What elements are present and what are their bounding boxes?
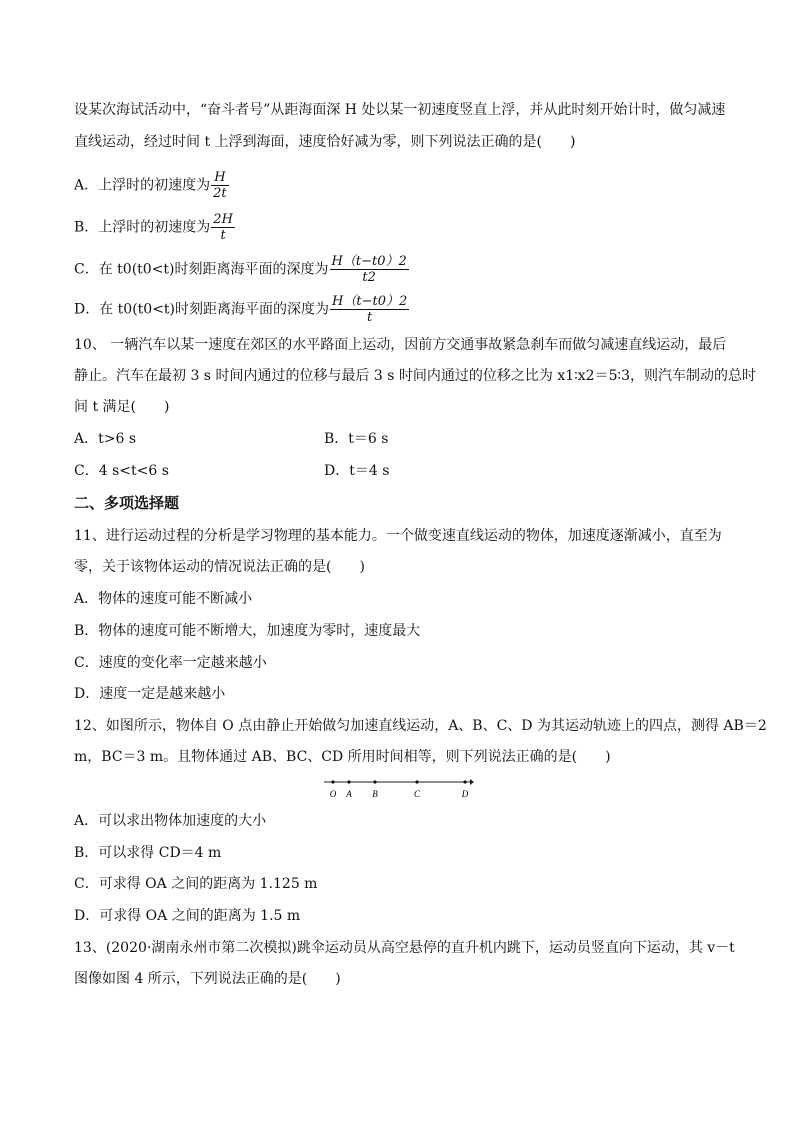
q9-option-a [74,170,230,201]
q13-stem-line2: 图像如图 4 所示，下列说法正确的是( ) [74,971,341,987]
q10-option-a: A．t>6 s [74,431,137,447]
point-o-marker [331,780,334,783]
q10-stem-line2: 静止。汽车在最初 3 s 时间内通过的位移与最后 3 s 时间内通过的位移之比为 x1∶x2＝5∶3，则汽车制动的总时 [74,368,757,384]
q12-option-b: B．可以求得 CD＝4 m [74,845,222,861]
fraction-denominator: t [220,228,226,243]
q12-option-c: C．可求得 OA 之间的距离为 1.125 m [74,876,318,892]
fraction-numerator: 2H [213,212,233,227]
q9-option-d [74,294,410,325]
q10-stem-line3: 间 t 满足( ) [74,399,170,415]
label-d: D [461,789,469,799]
q11-option-a: A．物体的速度可能不断减小 [74,591,253,607]
q9-option-d-text: D．在 t0(t0<t)时刻距离海平面的深度为 [74,301,330,318]
label-c: C [413,789,421,799]
section-heading-multiple-choice: 二、多项选择题 [74,494,180,512]
q9-option-b [74,212,236,243]
q9-option-c-text: C．在 t0(t0<t)时刻距离海平面的深度为 [74,261,329,278]
point-c-marker [415,780,418,783]
q9-option-d-fraction [330,294,409,325]
q9-stem-line2: 直线运动，经过时间 t 上浮到海面，速度恰好减为零，则下列说法正确的是( ) [74,134,576,150]
label-o: O [329,789,337,799]
q9-stem-line1: 设某次海试活动中，“奋斗者号”从距海面深 H 处以某一初速度竖直上浮，并从此时刻开始计时，做匀减速 [74,102,726,118]
q9-option-c [74,254,410,285]
label-b: B [372,789,378,799]
q9-option-c-fraction [330,254,409,285]
fraction-denominator: t2 [362,270,376,285]
point-a-marker [347,780,350,783]
arrow-head-icon [470,779,474,785]
q9-option-b-text: B．上浮时的初速度为 [74,219,211,236]
point-d-marker [463,780,466,783]
q10-option-b: B．t＝6 s [324,431,389,447]
fraction-denominator: t [367,310,373,325]
q11-option-d: D．速度一定是越来越小 [74,686,226,702]
fraction-numerator: H（t−t0）2 [332,294,408,309]
fraction-numerator: H [211,170,229,186]
q12-option-a: A．可以求出物体加速度的大小 [74,813,267,829]
q9-option-a-text: A．上浮时的初速度为 [74,177,211,194]
q12-stem-line1: 12、如图所示，物体自 O 点由静止开始做匀加速直线运动，A、B、C、D 为其运动轨迹上的四点，测得 AB＝2 [74,718,767,734]
q11-option-b: B．物体的速度可能不断增大，加速度为零时，速度最大 [74,623,421,639]
q11-stem-line1: 11、进行运动过程的分析是学习物理的基本能力。一个做变速直线运动的物体，加速度逐渐减小，直至为 [74,528,722,544]
q10-stem-line1: 10、 一辆汽车以某一速度在郊区的水平路面上运动，因前方交通事故紧急刹车而做匀减速直线运动，最后 [74,337,727,353]
q11-stem-line2: 零，关于该物体运动的情况说法正确的是( ) [74,559,365,575]
motion-track-diagram [322,774,474,800]
q9-option-a-fraction [211,170,229,201]
fraction-numerator: H（t−t0）2 [331,254,407,269]
fraction-denominator: 2t [213,186,227,201]
q10-option-c: C．4 s<t<6 s [74,463,169,479]
q11-option-c: C．速度的变化率一定越来越小 [74,655,267,671]
q9-option-b-fraction [211,212,235,243]
point-b-marker [373,780,376,783]
label-a: A [346,789,352,799]
q13-stem-line1: 13、(2020·湖南永州市第二次模拟)跳伞运动员从高空悬停的直升机内跳下，运动员竖直向下运动，其 v－t [74,940,735,956]
q12-stem-line2: m，BC＝3 m。且物体通过 AB、BC、CD 所用时间相等，则下列说法正确的是( ) [74,749,611,765]
q10-option-d: D．t＝4 s [324,463,390,479]
q12-option-d: D．可求得 OA 之间的距离为 1.5 m [74,908,301,924]
